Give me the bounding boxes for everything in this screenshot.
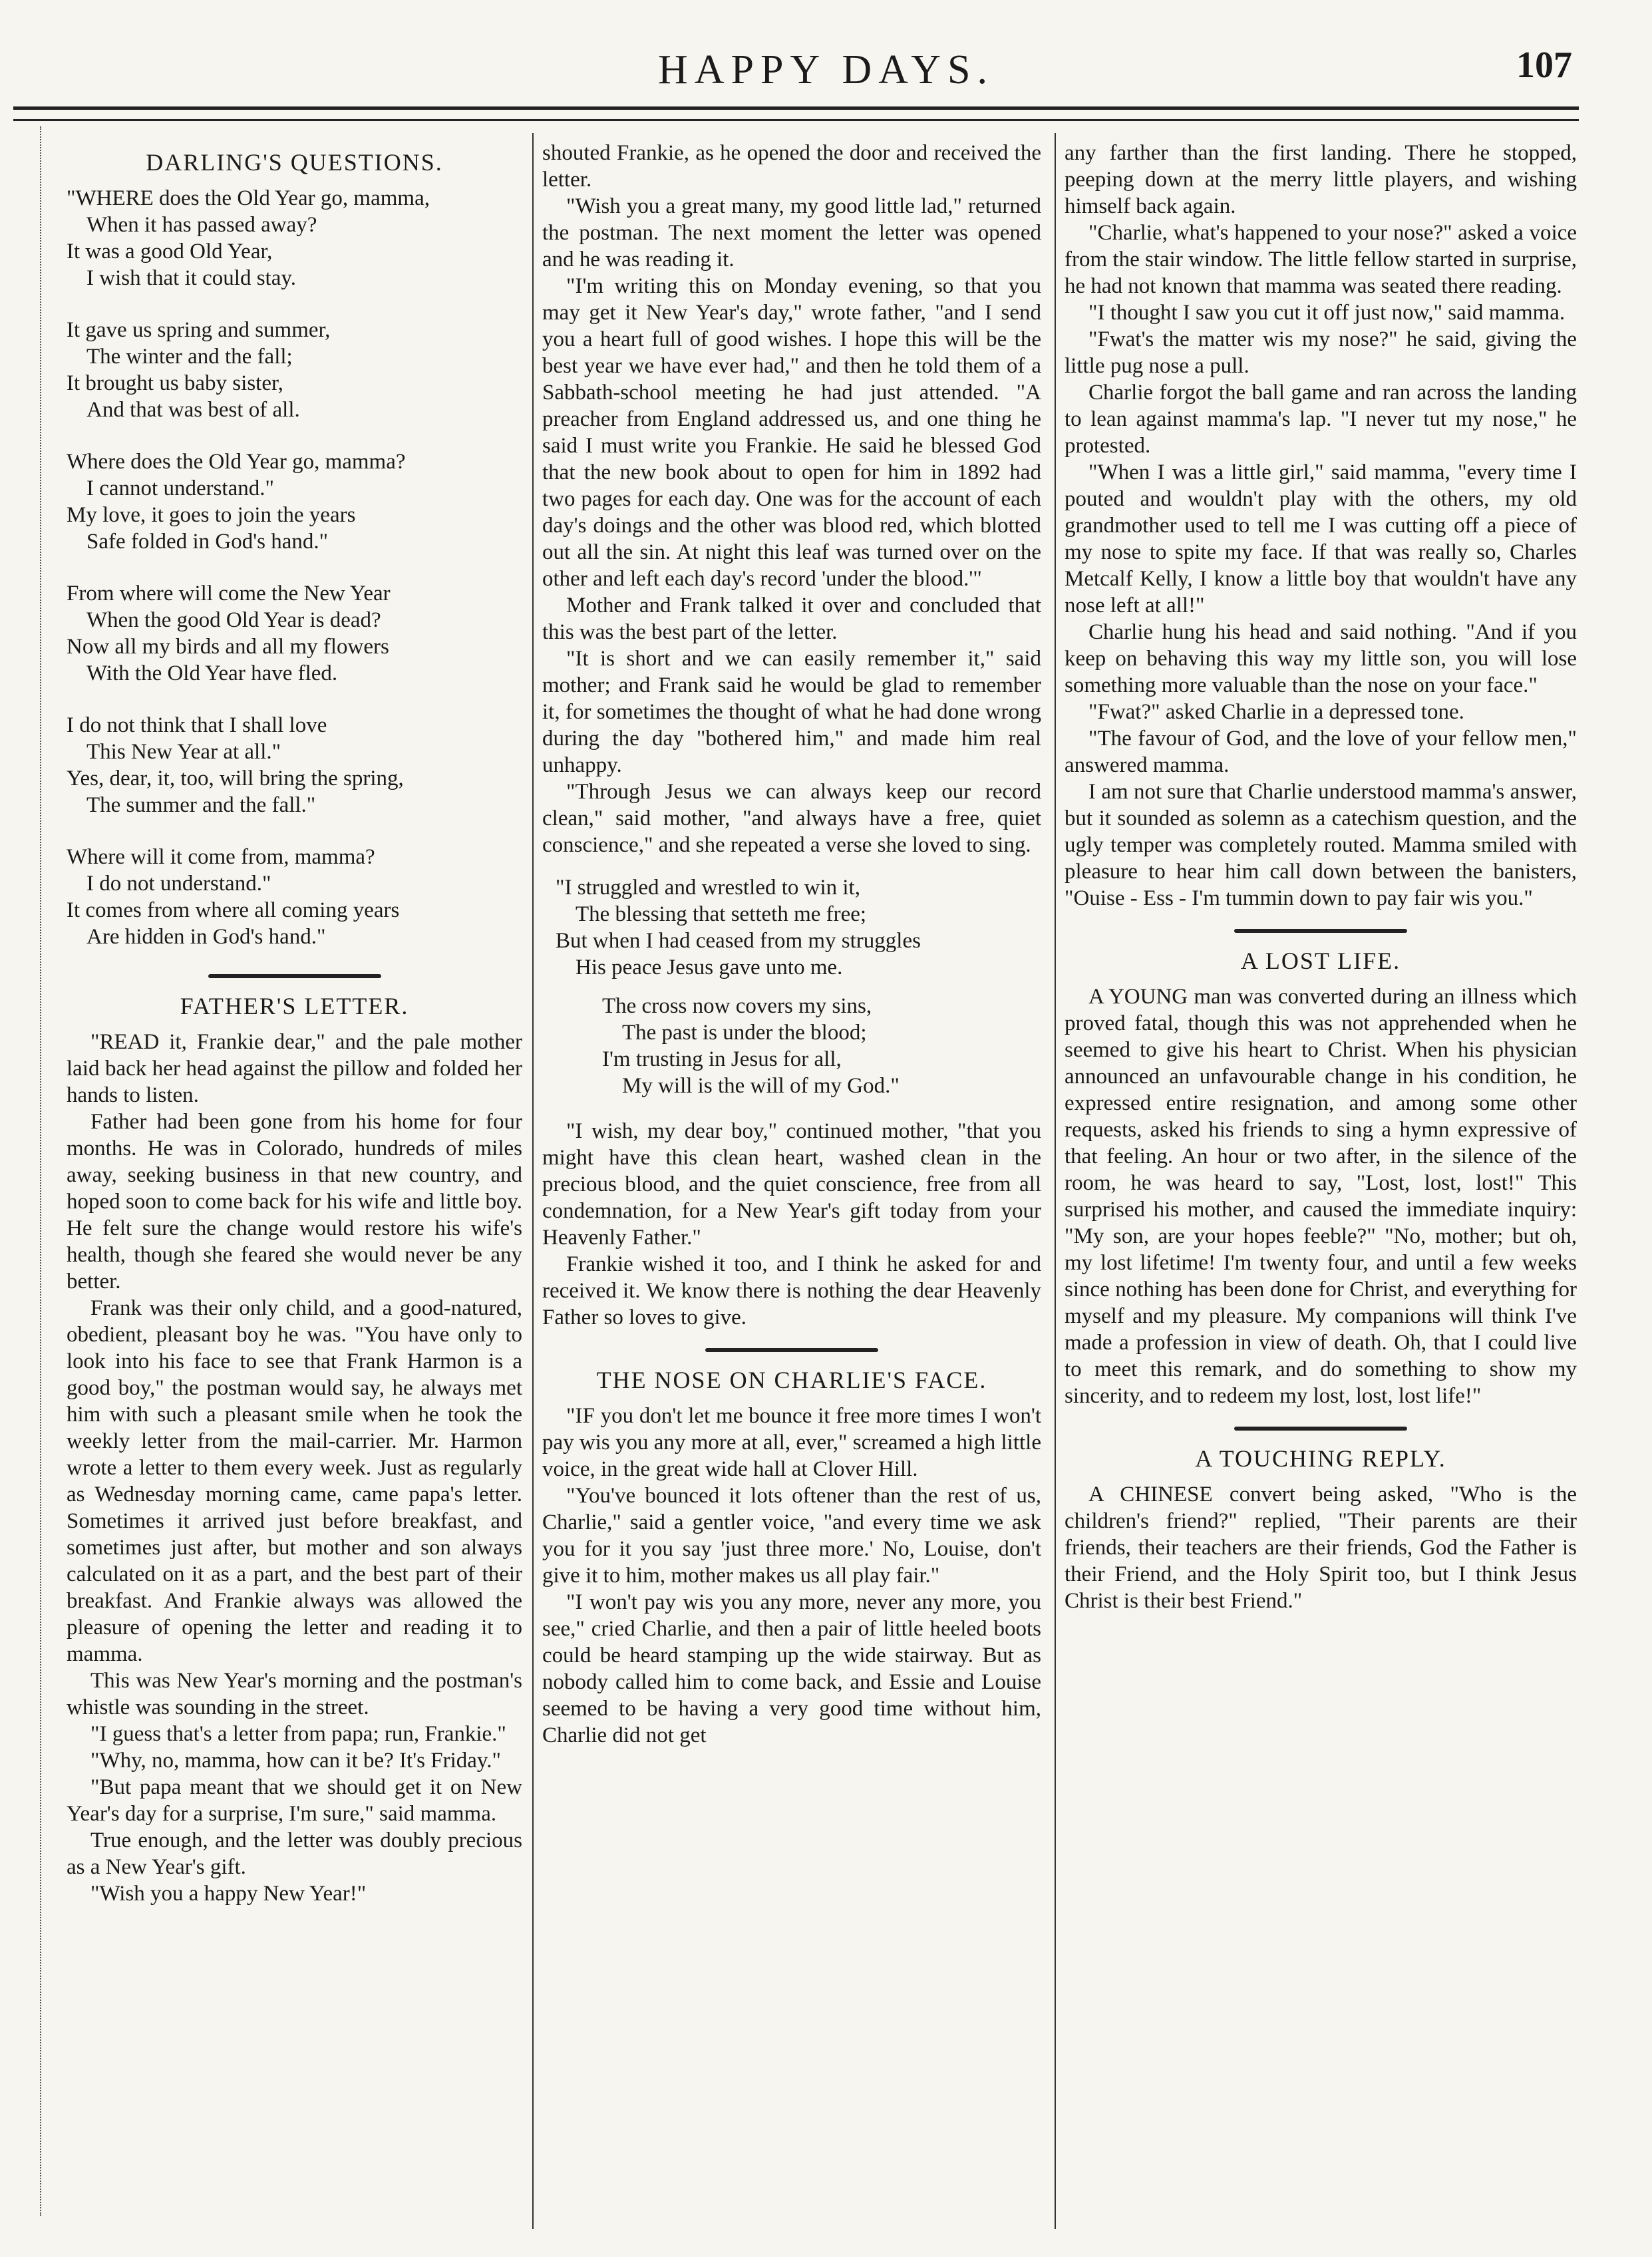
section-separator (705, 1348, 878, 1352)
hymn-verse (602, 993, 1041, 1099)
poem-line: I cannot understand." (86, 476, 274, 500)
column-divider (1055, 133, 1056, 2229)
paragraph: any farther than the first landing. There he stopped, peeping down at the merry little players, and wishing himself back again. (1065, 141, 1577, 218)
stanza-gap (67, 687, 522, 712)
paragraph: This was New Year's morning and the postman's whistle was sounding in the street. (67, 1669, 522, 1719)
header-rule (13, 106, 1579, 121)
column-left (67, 140, 522, 2229)
paragraph: "But papa meant that we should get it on New Year's day for a surprise, I'm sure," said mamma. (67, 1775, 522, 1826)
section-separator (1234, 1427, 1407, 1431)
poem-line: His peace Jesus gave unto me. (576, 955, 843, 979)
paragraph: "I'm writing this on Monday evening, so that you may get it New Year's day," wrote father, "and I send you a heart full of good wishes. I hope this will be the best year we have ever had," and then he told them of a Sabbath-school meeting he had just attended. "A preacher from England addressed us, and one thing he said I must write you Frankie. He said he blessed God that the new book about to open for him in 1892 had two pages for each day. One was for the account of each day's doings and the other was blood red, which blotted out all the sin. At night this leaf was turned over on the other and left each day's record 'under the blood.'" (542, 274, 1041, 591)
poem-line: Where does the Old Year go, mamma? (67, 450, 406, 474)
poem-stanza (67, 448, 522, 555)
article-body (1065, 1481, 1577, 1614)
paragraph: "I won't pay wis you any more, never any more, you see," cried Charlie, and then a pair of little heeled boots could be heard stamping up the wide stairway. But as nobody called him to come back, and Essie and Louise seemed to be having a very good time without him, Charlie did not get (542, 1590, 1041, 1747)
paragraph: Charlie forgot the ball game and ran across the landing to lean against mamma's lap. "I never tut my nose," he protested. (1065, 381, 1577, 458)
paragraph: "When I was a little girl," said mamma, "every time I pouted and wouldn't play with the others, my old grandmother used to tell me I was cutting off a piece of my nose to spite my face. If that was really so, Charles Metcalf Kelly, I know a little boy that wouldn't have any nose left at all!" (1065, 460, 1577, 617)
poem-line: From where will come the New Year (67, 582, 391, 606)
paragraph: "I thought I saw you cut it off just now," said mamma. (1088, 301, 1566, 325)
poem-line: It brought us baby sister, (67, 371, 283, 395)
paragraph: "Through Jesus we can always keep our record clean," said mother, "and always have a free, quiet conscience," and she repeated a verse she loved to sing. (542, 780, 1041, 857)
stanza-gap (67, 423, 522, 448)
paragraph: "Fwat?" asked Charlie in a depressed tone. (1088, 700, 1464, 724)
poem-line: The blessing that setteth me free; (576, 902, 867, 926)
paragraph: Frank was their only child, and a good-natured, obedient, pleasant boy he was. "You have only to look into his face to see that Frank Harmon is a good boy," the postman would say, he always met him with such a pleasant smile when he took the weekly letter from the mail-carrier. Mr. Harmon wrote a letter to them every week. Just as regularly as Wednesday morning came, came papa's letter. Sometimes it arrived just before breakfast, and sometimes just after, but mother and son always calculated on it as a part, and the best part of their breakfast. And Frankie always was allowed the pleasure of opening the letter and reading it to mamma. (67, 1296, 522, 1666)
poem-line: And that was best of all. (86, 398, 300, 422)
poem-line: Safe folded in God's hand." (86, 530, 329, 554)
stanza-gap (67, 818, 522, 844)
paragraph: "I guess that's a letter from papa; run, Frankie." (90, 1722, 506, 1746)
column-right (1065, 140, 1577, 2229)
poem-line: "WHERE does the Old Year go, mamma, (67, 186, 430, 210)
article-title-lost-life: A LOST LIFE. (1240, 948, 1401, 974)
paragraph: A CHINESE convert being asked, "Who is the children's friend?" replied, "Their parents are their friends, their teachers are their friends, God the Father is their Friend, and the Holy Spirit too, but I think Jesus Christ is their best Friend." (1065, 1482, 1577, 1613)
article-body (67, 1029, 522, 1907)
article-body (1065, 983, 1577, 1409)
paragraph: Frankie wished it too, and I think he asked for and received it. We know there is nothing the dear Heavenly Father so loves to give. (542, 1252, 1041, 1329)
paragraph: Father had been gone from his home for four months. He was in Colorado, hundreds of miles away, seeking business in that new country, and hoped soon to come back for his wife and little boy. He felt sure the change would restore his wife's health, though she feared she would never be any better. (67, 1110, 522, 1294)
poem-stanza (67, 580, 522, 687)
paragraph: A YOUNG man was converted during an illness which proved fatal, though this was not apprehended when he seemed to give his heart to Christ. When his physician announced an unfavourable change in his condition, he expressed entire resignation, and among some other requests, asked his friends to sing a hymn expressive of that feeling. An hour or two after, in the silence of the room, he was heard to say, "Lost, lost, lost!" This surprised his mother, and caused the immediate inquiry: "My son, are your hopes feeble?" "No, mother; but oh, my lost lifetime! I'm twenty four, and until a few weeks since nothing has been done for Christ, and everything for myself and my pleasure. My companions will think I've made a profession in view of death. Oh, that I could live to meet this remark, and do something to show my sincerity, and to redeem my lost, lost, lost life!" (1065, 985, 1577, 1408)
poem-line: When it has passed away? (86, 213, 317, 237)
hymn-verse (556, 874, 1041, 981)
poem-line: Now all my birds and all my flowers (67, 635, 389, 659)
column-middle (542, 140, 1041, 2229)
paragraph: "I wish, my dear boy," continued mother, "that you might have this clean heart, washed clean in the precious blood, and the quiet conscience, free from all condemnation, for a New Year's gift today from your Heavenly Father." (542, 1119, 1041, 1250)
masthead-title: HAPPY DAYS. (657, 47, 995, 92)
page-number: 107 (1516, 45, 1572, 86)
paragraph: "Why, no, mamma, how can it be? It's Friday." (90, 1749, 501, 1773)
poem-line: I do not understand." (86, 872, 271, 896)
article-body (1065, 140, 1577, 912)
poem-line: Yes, dear, it, too, will bring the spring, (67, 767, 404, 790)
paragraph: "Wish you a great many, my good little lad," returned the postman. The next moment the letter was opened and he was reading it. (542, 194, 1041, 271)
article-body (542, 140, 1041, 858)
paragraph: Charlie hung his head and said nothing. "And if you keep on behaving this way my little son, you will lose something more valuable than the nose on your face." (1065, 620, 1577, 697)
article-title-fathers-letter: FATHER'S LETTER. (180, 993, 409, 1019)
article-title-darlings-questions: DARLING'S QUESTIONS. (146, 149, 443, 176)
paragraph: Mother and Frank talked it over and concluded that this was the best part of the letter. (542, 594, 1041, 644)
poem-line: It comes from where all coming years (67, 898, 400, 922)
paragraph: "IF you don't let me bounce it free more times I won't pay wis you any more at all, ever," screamed a high little voice, in the great wide hall at Clover Hill. (542, 1404, 1041, 1481)
column-divider (532, 133, 534, 2229)
poem-line: Are hidden in God's hand." (86, 925, 326, 949)
stanza-gap (67, 291, 522, 317)
article-title-nose: THE NOSE ON CHARLIE'S FACE. (596, 1367, 987, 1393)
poem-line: It gave us spring and summer, (67, 318, 331, 342)
section-separator (1234, 929, 1407, 933)
poem-line: I do not think that I shall love (67, 713, 327, 737)
poem-line: With the Old Year have fled. (86, 661, 338, 685)
paragraph: I am not sure that Charlie understood mamma's answer, but it sounded as solemn as a catechism question, and the ugly temper was completely routed. Mamma smiled with pleasure to hear him call down between the banisters, "Ouise - Ess - I'm tummin down to pay fair wis you." (1065, 780, 1577, 910)
paragraph: True enough, and the letter was doubly precious as a New Year's gift. (67, 1828, 522, 1879)
poem-line: It was a good Old Year, (67, 240, 273, 263)
poem-line: The summer and the fall." (86, 793, 316, 817)
poem-line: When the good Old Year is dead? (86, 608, 381, 632)
poem (67, 185, 522, 950)
article-body (542, 1118, 1041, 1331)
section-separator (208, 974, 381, 978)
paragraph: shouted Frankie, as he opened the door and received the letter. (542, 141, 1041, 192)
poem-stanza (67, 844, 522, 950)
poem-stanza (67, 185, 522, 291)
paragraph: "READ it, Frankie dear," and the pale mother laid back her head against the pillow and folded her hands to listen. (67, 1030, 522, 1107)
poem-line: The past is under the blood; (622, 1021, 867, 1045)
poem-stanza (67, 712, 522, 818)
poem-line: The cross now covers my sins, (602, 994, 872, 1018)
paragraph: "You've bounced it lots oftener than the rest of us, Charlie," said a gentler voice, "and every time we ask you for it you say 'just three more.' No, Louise, don't give it to him, mother makes us all play fair." (542, 1484, 1041, 1588)
paragraph: "It is short and we can easily remember it," said mother; and Frank said he would be glad to remember it, for sometimes the thought of what he had done wrong during the day "bothered him," and made him real unhappy. (542, 647, 1041, 777)
poem-line: Where will it come from, mamma? (67, 845, 375, 869)
paragraph: "The favour of God, and the love of your fellow men," answered mamma. (1065, 727, 1577, 777)
paragraph: "Charlie, what's happened to your nose?" asked a voice from the stair window. The little fellow started in surprise, he had not known that mamma was seated there reading. (1065, 221, 1577, 298)
poem-stanza (67, 317, 522, 423)
poem-line: I'm trusting in Jesus for all, (602, 1047, 842, 1071)
poem-line: The winter and the fall; (86, 345, 293, 369)
poem-line: "I struggled and wrestled to win it, (556, 876, 860, 900)
poem-line: I wish that it could stay. (86, 266, 296, 290)
stanza-gap (67, 555, 522, 580)
paragraph: "Fwat's the matter wis my nose?" he said, giving the little pug nose a pull. (1065, 327, 1577, 378)
article-body (542, 1403, 1041, 1749)
torn-page-edge (0, 126, 41, 2216)
poem-line: But when I had ceased from my struggles (556, 929, 921, 953)
poem-line: My will is the will of my God." (622, 1074, 900, 1098)
poem-line: My love, it goes to join the years (67, 503, 356, 527)
article-title-touching-reply: A TOUCHING REPLY. (1195, 1445, 1446, 1472)
poem-line: This New Year at all." (86, 740, 281, 764)
page-header (0, 40, 1652, 113)
paragraph: "Wish you a happy New Year!" (90, 1882, 367, 1906)
